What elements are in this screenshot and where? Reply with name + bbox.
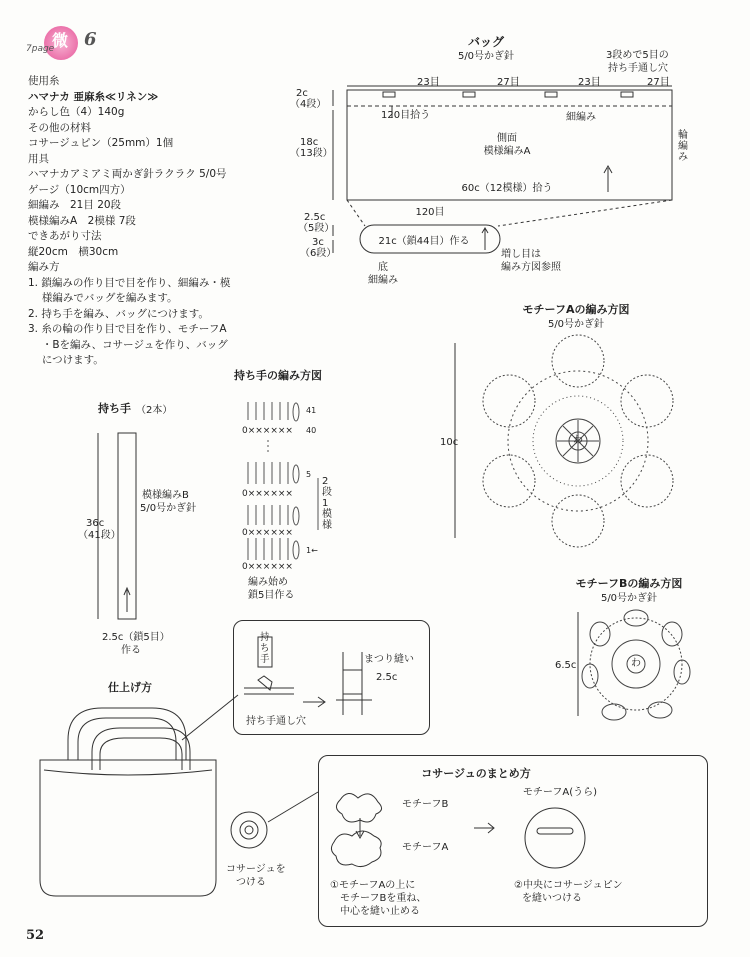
handle-chart-row40: 40 [306, 426, 317, 435]
handle-w-25c: 2.5c（鎖5目） [102, 632, 170, 643]
handle-chart-x-row1: 0×××××× [242, 528, 293, 538]
bag-side-label: 側面 [497, 133, 517, 144]
finished-bag-drawing [40, 708, 216, 896]
materials-line: ゲージ（10cm四方） [28, 183, 131, 196]
motif-a-hook: 5/0号かぎ針 [547, 319, 605, 330]
logo-char: 微 [52, 31, 69, 50]
materials-line: からし色（4）140g [28, 106, 125, 118]
bag-ring-knit: 輪編み [678, 130, 688, 163]
handle-chart-start-1: 編み始め [248, 577, 288, 588]
bag-h-6dan: （6段） [300, 248, 337, 259]
corsage-step1-2: モチーフBを重ね、 [340, 893, 427, 904]
attach-dim: 2.5c [376, 672, 398, 683]
page-number: 52 [26, 928, 45, 943]
corsage-step1-3: 中心を縫い止める [340, 906, 420, 917]
bag-bottom-sc: 細編み [368, 275, 398, 286]
materials-line: ハマナカアミアミ両かぎ針ラクラク 5/0号 [28, 168, 227, 180]
bag-bottom-120: 120目 [415, 207, 445, 218]
bag-hole-note-1: 3段めで5目の [606, 50, 669, 61]
attach-hole: 持ち手通し穴 [246, 716, 306, 727]
bag-dim-23b: 23目 [578, 77, 601, 88]
motif-b-center: わ [631, 658, 641, 669]
corsage-motif-b: モチーフB [402, 799, 449, 810]
handle-hook: 5/0号かぎ針 [140, 503, 197, 514]
handle-chart-x-row0: 0×××××× [242, 562, 293, 572]
materials-line: 模様編みA 2模様 7段 [28, 214, 136, 227]
handle-pattern-b: 模様編みB [142, 490, 189, 501]
motif-b-hook: 5/0号かぎ針 [600, 593, 658, 604]
motif-b-size: 6.5c [555, 660, 577, 671]
corsage-step2-1: ②中央にコサージュピン [514, 880, 623, 891]
handle-title: 持ち手 [98, 402, 131, 415]
materials-line: 細編み 21目 20段 [28, 199, 122, 211]
logo-number: 6 [84, 29, 97, 50]
handle-count: （2本） [136, 405, 173, 416]
finish-corsage-2: つける [236, 877, 266, 888]
handle-w-make: 作る [121, 645, 141, 656]
handle-chart-row1: 1← [306, 546, 318, 555]
attach-handle-tag: 持ち手 [260, 632, 270, 665]
bag-increase-1: 増し目は [501, 249, 541, 260]
bag-h-25c: 2.5c [304, 212, 326, 223]
bag-pick-60: 60c（12模様）拾う [461, 183, 553, 194]
bag-bottom-chain: 21c（鎖44目）作る [378, 236, 470, 247]
motif-b-title: モチーフBの編み方図 [575, 577, 683, 590]
bag-single-crochet: 細編み [566, 112, 596, 123]
bag-dim-23a: 23目 [417, 77, 440, 88]
bag-h-2c: 2c [296, 88, 308, 99]
attach-whip: まつり縫い [364, 654, 414, 665]
materials-line: につけます。 [28, 354, 104, 366]
bag-h-3c: 3c [312, 237, 324, 248]
bag-dim-27a: 27目 [497, 77, 520, 88]
bag-dim-27b: 27目 [647, 77, 670, 88]
bag-increase-2: 編み方図参照 [501, 262, 561, 273]
bag-title: バッグ [467, 35, 505, 49]
bag-hole-note-2: 持ち手通し穴 [608, 63, 668, 74]
handle-h-41dan: （41段） [78, 530, 121, 541]
bag-pick-120: 120目拾う [381, 110, 431, 121]
corsage-motif-a: モチーフA [402, 842, 449, 853]
handle-chart-x-row5: 0×××××× [242, 489, 293, 499]
corsage-motif-a-back: モチーフA(うら) [522, 787, 598, 798]
materials-line: できあがり寸法 [28, 230, 102, 242]
handle-chart-title: 持ち手の編み方図 [234, 369, 322, 382]
materials-line: 使用糸 [28, 75, 60, 87]
handle-chart-repeat: 2段1模様 [322, 476, 332, 531]
materials-line: ・Bを編み、コサージュを作り、バッグ [28, 338, 228, 351]
bag-h-13dan: （13段） [290, 148, 333, 159]
materials-line: 2. 持ち手を編み、バッグにつけます。 [28, 307, 209, 320]
materials-line: 様編みでバッグを編みます。 [28, 292, 178, 304]
handle-chart-x-row41: 0×××××× [242, 426, 293, 436]
corsage-title: コサージュのまとめ方 [421, 767, 531, 780]
bag-h-5dan: （5段） [298, 223, 335, 234]
motif-a-title: モチーフAの編み方図 [522, 303, 630, 316]
bag-bottom-label: 底 [378, 262, 388, 273]
materials-line: 縦20cm 横30cm [28, 245, 119, 258]
motif-a-size: 10c [440, 437, 459, 448]
bag-pattern-a: 模様編みA [483, 146, 531, 157]
handle-chart-row5: 5 [306, 470, 312, 479]
bag-hook: 5/0号かぎ針 [457, 51, 515, 62]
motif-a-center: わ [573, 435, 583, 446]
corsage-step2-2: を縫いつける [522, 893, 582, 904]
logo-text: 7page [26, 44, 55, 54]
finish-corsage-1: コサージュを [226, 864, 286, 875]
materials-line: コサージュピン（25mm）1個 [28, 137, 174, 149]
corsage-step1-1: ①モチーフAの上に [330, 880, 416, 891]
bag-h-4dan: （4段） [290, 99, 327, 110]
materials-line: 用具 [28, 152, 49, 165]
handle-chart-row41: 41 [306, 406, 317, 415]
materials-line: 3. 糸の輪の作り目で目を作り、モチーフA [28, 323, 227, 335]
materials-line: 1. 鎖編みの作り目で目を作り、細編み・模 [28, 276, 231, 289]
materials-line: その他の材料 [28, 121, 91, 134]
bag-h-18c: 18c [300, 137, 319, 148]
materials-line: ハマナカ 亜麻糸≪リネン≫ [28, 90, 159, 103]
finish-title: 仕上げ方 [108, 681, 152, 694]
handle-h-36c: 36c [86, 518, 105, 529]
materials-line: 編み方 [28, 261, 60, 273]
handle-chart-start-2: 鎖5目作る [248, 590, 295, 601]
